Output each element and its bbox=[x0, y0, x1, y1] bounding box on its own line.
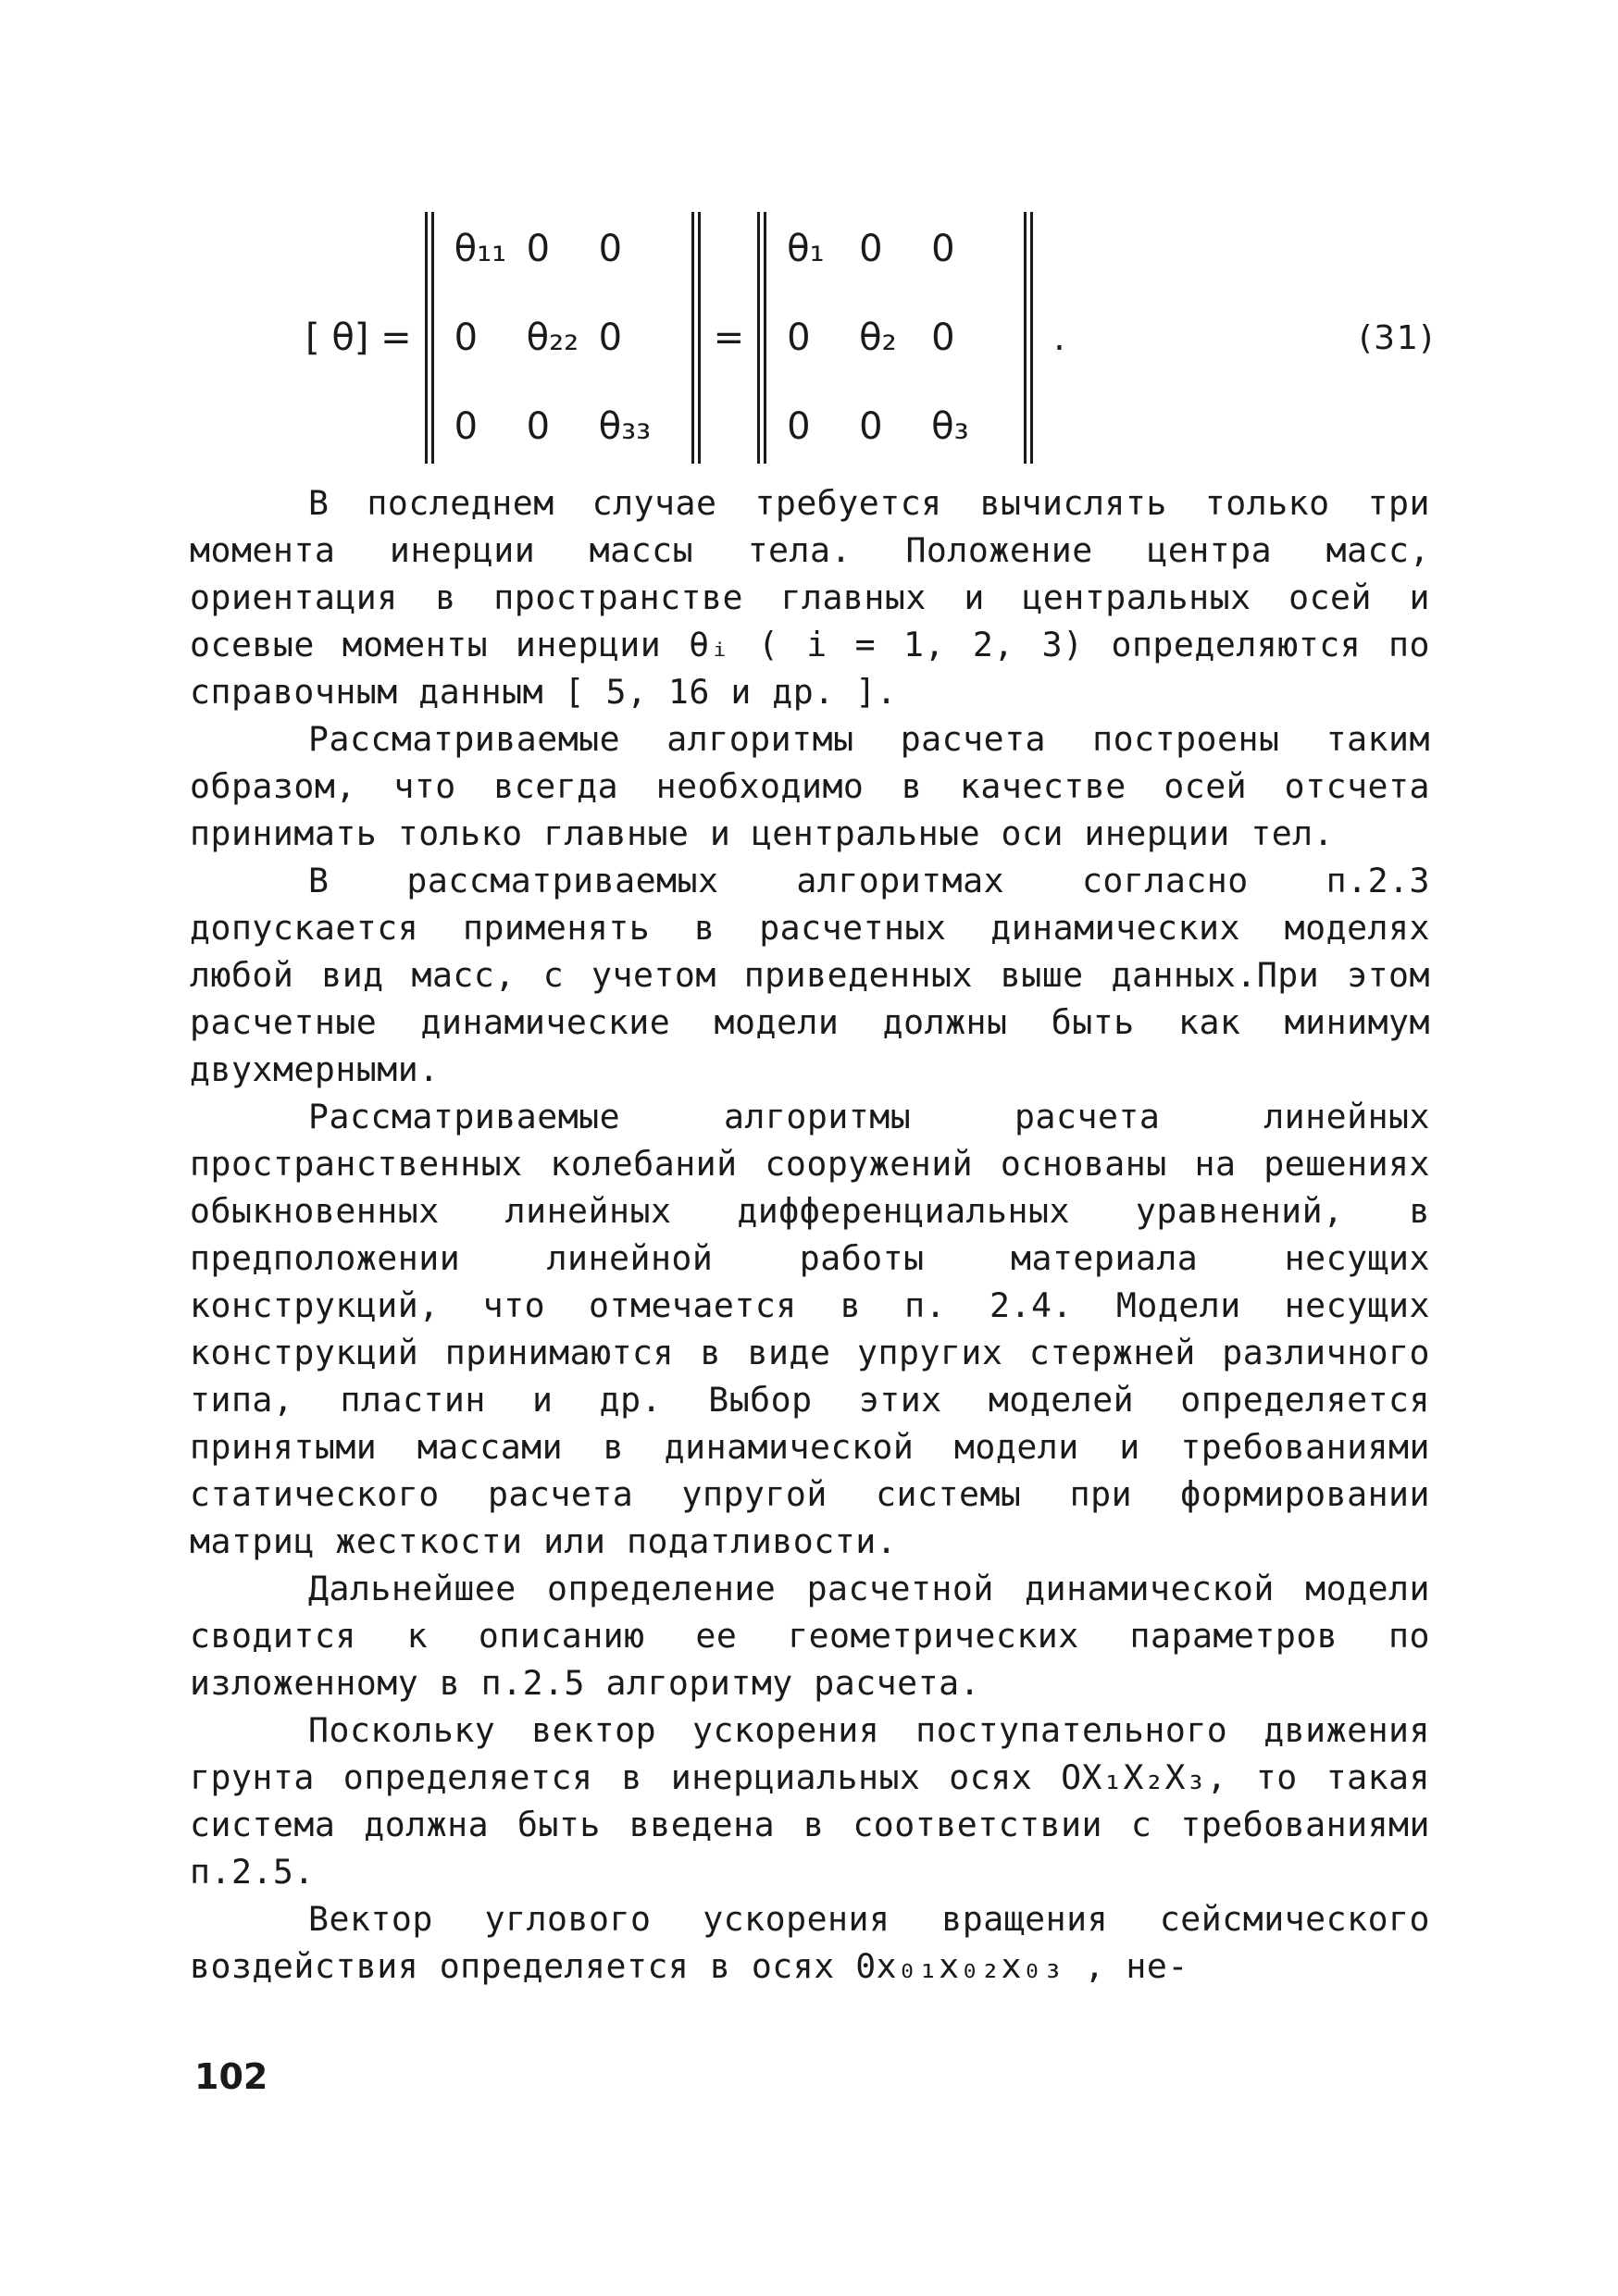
paragraph: В рассматриваемых алгоритмах согласно п.2.3 допускается применять в расчетных динамических моделях любой вид масс, с учетом приведенных выше данных.При этом расчетные динамические модели должны быть как минимум двухмерными. bbox=[190, 861, 1430, 1089]
equation-period: . bbox=[1053, 316, 1065, 359]
matrix-cell: θ₁₁ bbox=[454, 228, 507, 270]
paragraph: Дальнейшее определение расчетной динамической модели сводится к описанию ее геометрических параметров по изложенному в п.2.5 алгоритму расчета. bbox=[190, 1569, 1430, 1703]
matrix-cell: 0 bbox=[787, 316, 811, 359]
page-number: 102 bbox=[194, 2056, 268, 2097]
body-text bbox=[190, 479, 1430, 1990]
matrix-cell: 0 bbox=[526, 228, 551, 270]
equation-31 bbox=[305, 208, 1435, 467]
matrix-cell: θ₂ bbox=[859, 316, 897, 359]
equation-lhs: [ θ] = bbox=[305, 316, 412, 359]
matrix-cell: 0 bbox=[454, 405, 479, 448]
matrix-cell: 0 bbox=[859, 228, 883, 270]
matrix-cell: 0 bbox=[598, 228, 623, 270]
paragraph: Рассматриваемые алгоритмы расчета линейных пространственных колебаний сооружений основаны на решениях обыкновенных линейных дифференциальных уравнений, в предположении линейной работы материала несущих конструкций, что отмечается в п. 2.4. Модели несущих конструкций принимаются в виде упругих стержней различного типа, пластин и др. Выбор этих моделей определяется принятыми массами в динамической модели и требованиями статического расчета упругой системы при формировании матриц жесткости или податливости. bbox=[190, 1097, 1430, 1561]
matrix-cell: 0 bbox=[526, 405, 551, 448]
matrix-theta-short bbox=[757, 212, 1033, 464]
matrix-theta-indexed bbox=[425, 212, 701, 464]
matrix-cell: θ₂₂ bbox=[526, 316, 579, 359]
equals-sign: = bbox=[713, 316, 745, 359]
paragraph: Рассматриваемые алгоритмы расчета построены таким образом, что всегда необходимо в качестве осей отсчета принимать только главные и центральные оси инерции тел. bbox=[190, 719, 1430, 853]
paragraph: Вектор углового ускорения вращения сейсмического воздействия определяется в осях 0x₀₁x₀₂x₀₃ , не- bbox=[190, 1899, 1430, 1986]
matrix-cell: 0 bbox=[931, 316, 955, 359]
paragraph: Поскольку вектор ускорения поступательного движения грунта определяется в инерциальных осях OX₁X₂X₃, то такая система должна быть введена в соответствии с требованиями п.2.5. bbox=[190, 1710, 1430, 1892]
matrix-cell: θ₃ bbox=[931, 405, 969, 448]
equation-number: (31) bbox=[1359, 318, 1435, 357]
matrix-cell: 0 bbox=[931, 228, 955, 270]
matrix-cell: 0 bbox=[454, 316, 479, 359]
paragraph: В последнем случае требуется вычислять только три момента инерции массы тела. Положение центра масс, ориентация в пространстве главных и центральных осей и осевые моменты инерции θᵢ ( i = 1, 2, 3) определяются по справочным данным [ 5, 16 и др. ]. bbox=[190, 483, 1430, 712]
matrix-cell: 0 bbox=[598, 316, 623, 359]
matrix-cell: 0 bbox=[859, 405, 883, 448]
matrix-cell: θ₃₃ bbox=[598, 405, 652, 448]
matrix-cell: θ₁ bbox=[787, 228, 825, 270]
matrix-cell: 0 bbox=[787, 405, 811, 448]
